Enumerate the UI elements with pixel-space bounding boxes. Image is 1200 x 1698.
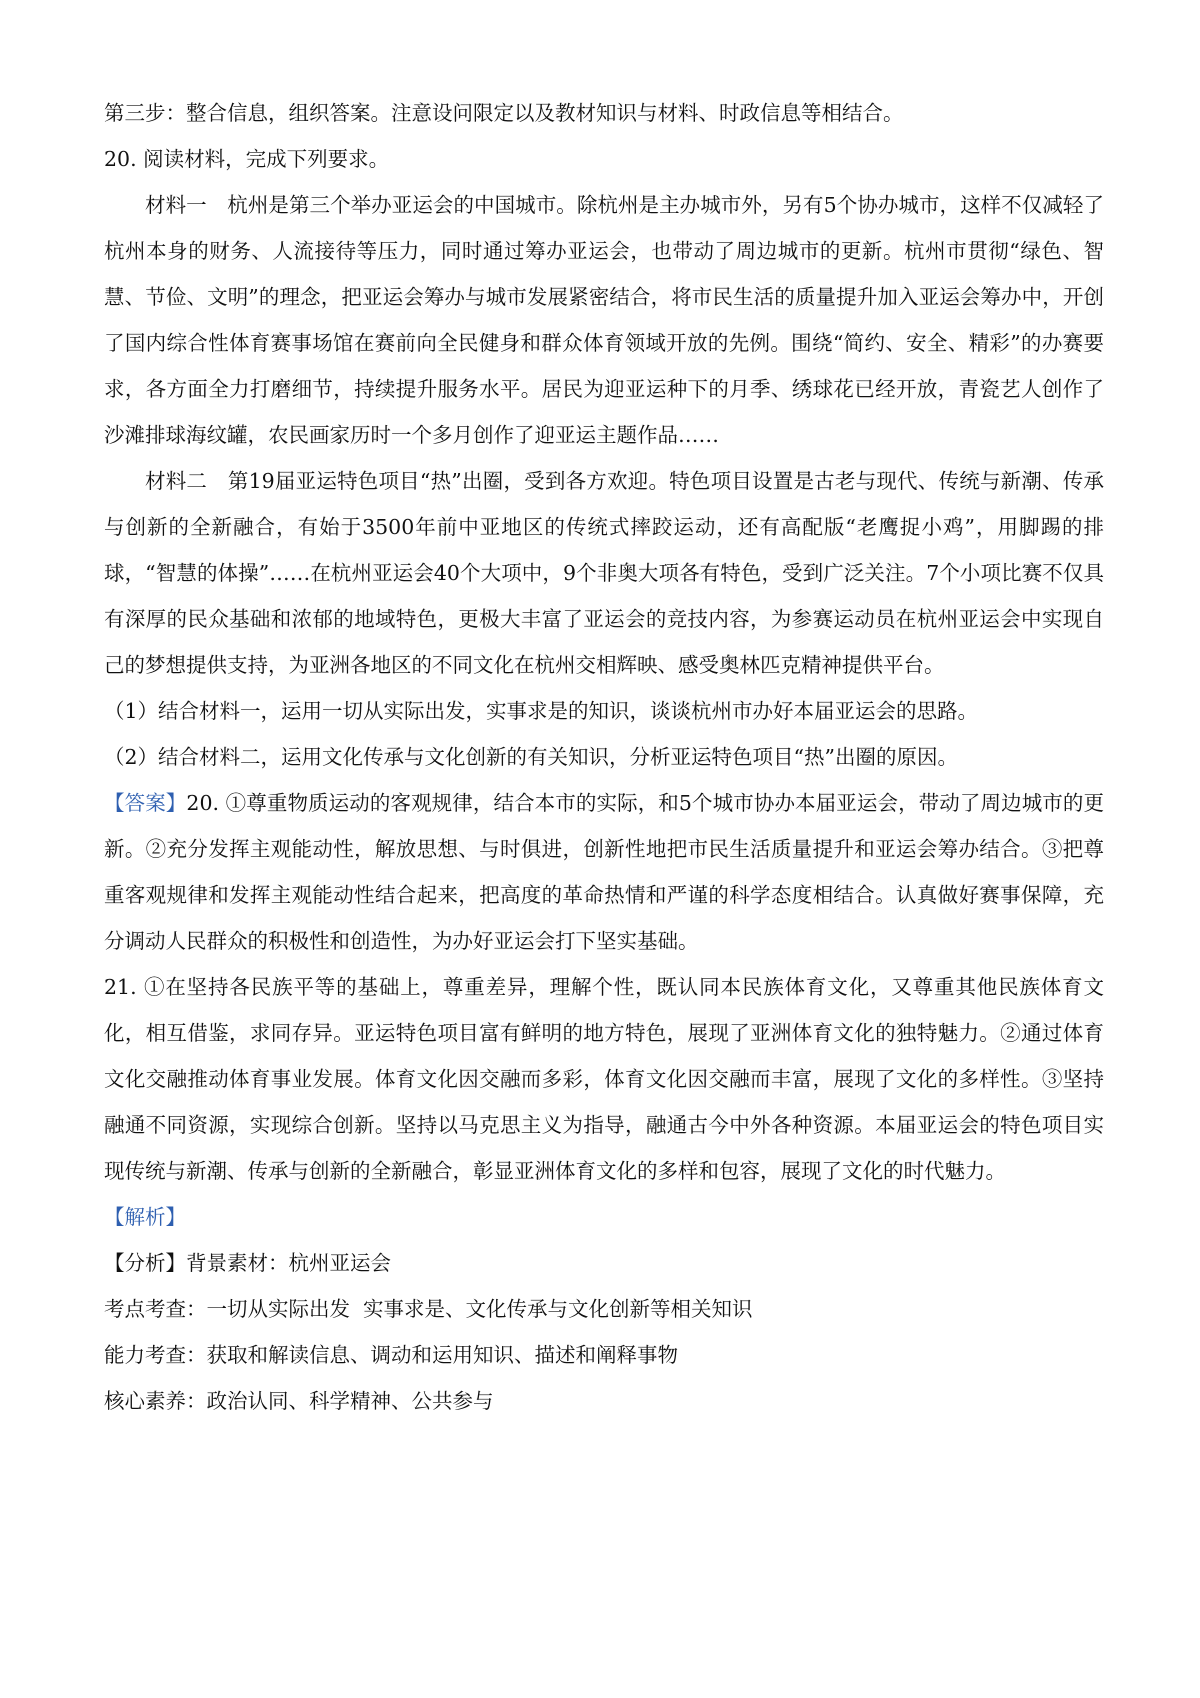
analysis-line: 核心素养：政治认同、科学精神、公共参与 [104,1389,494,1413]
analysis-line: 考点考查：一切从实际出发 实事求是、文化传承与文化创新等相关知识 [104,1297,753,1321]
answer-21: 21. ①在坚持各民族平等的基础上，尊重差异，理解个性，既认同本民族体育文化，又尊重其他民族体育文化，相互借鉴，求同存异。亚运特色项目富有鲜明的地方特色，展现了亚洲体育文化的独特魅力。②通过体育文化交融推动体育事业发展。体育文化因交融而多彩，体育文化因交融而丰富，展现了文化的多样性。③坚持融通不同资源，实现综合创新。坚持以马克思主义为指导，融通古今中外各种资源。本届亚运会的特色项目实现传统与新潮、传承与创新的全新融合，彰显亚洲体育文化的多样和包容，展现了文化的时代魅力。 [104,975,1104,1183]
analysis-line: 能力考查：获取和解读信息、调动和运用知识、描述和阐释事物 [104,1343,678,1367]
step3-text: 第三步：整合信息，组织答案。注意设问限定以及教材知识与材料、时政信息等相结合。 [104,101,904,125]
material-1: 材料一 杭州是第三个举办亚运会的中国城市。除杭州是主办城市外，另有5个协办城市，这样不仅减轻了杭州本身的财务、人流接待等压力，同时通过筹办亚运会，也带动了周边城市的更新。杭州市贯彻“绿色、智慧、节俭、文明”的理念，把亚运会筹办与城市发展紧密结合，将市民生活的质量提升加入亚运会筹办中，开创了国内综合性体育赛事场馆在赛前向全民健身和群众体育领域开放的先例。围绕“简约、安全、精彩”的办赛要求，各方面全力打磨细节，持续提升服务水平。居民为迎亚运种下的月季、绣球花已经开放，青瓷艺人创作了沙滩排球海纹罐，农民画家历时一个多月创作了迎亚运主题作品…… [104,193,1104,447]
material-2: 材料二 第19届亚运特色项目“热”出圈，受到各方欢迎。特色项目设置是古老与现代、传统与新潮、传承与创新的全新融合，有始于3500年前中亚地区的传统式摔跤运动，还有高配版“老鹰捉小鸡”，用脚踢的排球，“智慧的体操”……在杭州亚运会40个大项中，9个非奥大项各有特色，受到广泛关注。7个小项比赛不仅具有深厚的民众基础和浓郁的地域特色，更极大丰富了亚运会的竞技内容，为参赛运动员在杭州亚运会中实现自己的梦想提供支持，为亚洲各地区的不同文化在杭州交相辉映、感受奥林匹克精神提供平台。 [104,469,1104,677]
answer-tag: 【答案】 [104,791,187,815]
sub-question-1: （1）结合材料一，运用一切从实际出发，实事求是的知识，谈谈杭州市办好本届亚运会的思路。 [104,699,979,723]
analysis-tag: 【解析】 [104,1205,186,1229]
analysis-line: 【分析】背景素材：杭州亚运会 [104,1251,391,1275]
sub-question-2: （2）结合材料二，运用文化传承与文化创新的有关知识，分析亚运特色项目“热”出圈的原因。 [104,745,959,769]
answer-20-text: 20. ①尊重物质运动的客观规律，结合本市的实际，和5个城市协办本届亚运会，带动了周边城市的更新。②充分发挥主观能动性，解放思想、与时俱进，创新性地把市民生活质量提升和亚运会筹办结合。③把尊重客观规律和发挥主观能动性结合起来，把高度的革命热情和严谨的科学态度相结合。认真做好赛事保障，充分调动人民群众的积极性和创造性，为办好亚运会打下坚实基础。 [104,791,1104,953]
question-20-title: 20. 阅读材料，完成下列要求。 [104,147,390,171]
answer-20 [104,780,1104,964]
